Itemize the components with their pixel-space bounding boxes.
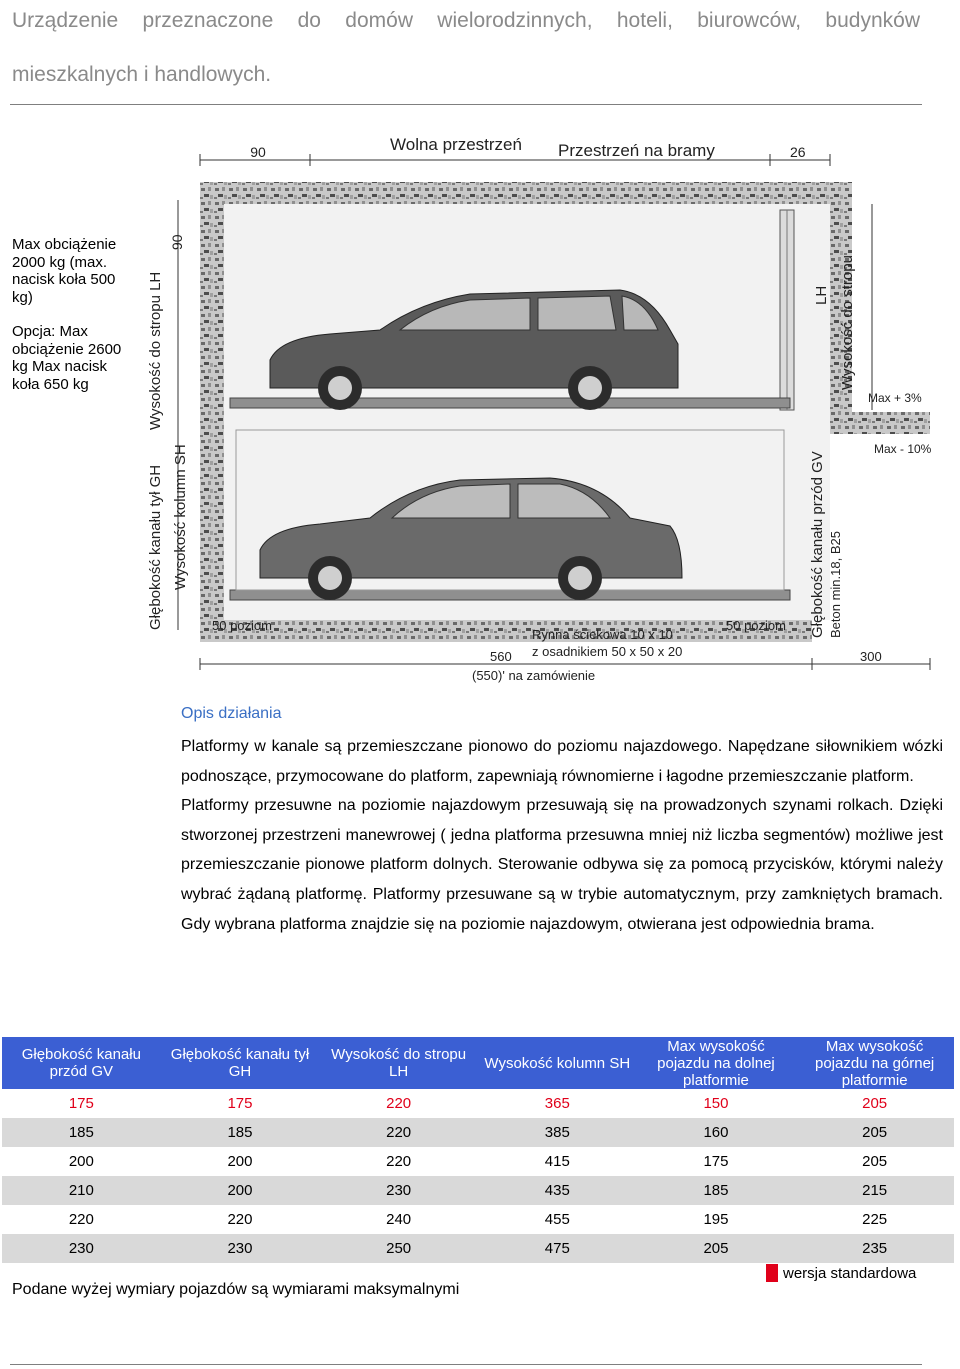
- paragraph: Platformy w kanale są przemieszczane pionowo do poziomu najazdowego. Napędzane siłownikiem wózki podnoszące, przymocowane do platform, zapewniają równomierne i łagodne przemieszczanie platform.: [181, 738, 943, 785]
- table-cell: 175: [68, 1095, 94, 1112]
- table-cell: 235: [795, 1234, 954, 1263]
- label-gutter-1: Rynna ściekowa 10 x 10: [532, 627, 673, 642]
- table-row: [2, 1118, 954, 1147]
- label-gate-space: Przestrzeń na bramy: [558, 141, 715, 160]
- table-cell: 175: [703, 1153, 729, 1170]
- dim-300: 300: [860, 649, 882, 664]
- table-cell: 220: [386, 1153, 412, 1170]
- pit-floor: [200, 620, 812, 642]
- dim-560: 560: [490, 649, 512, 664]
- table-cell: 365: [544, 1095, 570, 1112]
- table-cell: 175: [227, 1095, 253, 1112]
- page-headline: Urządzenie przeznaczone do domów wielorodzinnych, hoteli, biurowców, budynków mieszkalnych i handlowych.: [12, 9, 920, 86]
- dim-550: (550)' na zamówienie: [472, 668, 596, 683]
- legend-label: wersja standardowa: [783, 1264, 917, 1282]
- table-cell: 205: [637, 1234, 796, 1263]
- table-cell: 250: [319, 1234, 478, 1263]
- table-row: [2, 1176, 954, 1205]
- table-cell: 195: [703, 1211, 729, 1228]
- footnote: Podane wyżej wymiary pojazdów są wymiarami maksymalnymi: [12, 1281, 460, 1298]
- load-notes: [12, 236, 122, 410]
- label-gutter-2: z osadnikiem 50 x 50 x 20: [532, 644, 683, 659]
- column-header: Wysokość kolumn SH: [478, 1037, 637, 1089]
- table-cell: 220: [227, 1211, 253, 1228]
- max-load-note: Max obciążenie 2000 kg (max. nacisk koła 500 kg): [12, 236, 117, 306]
- table-row: [2, 1147, 954, 1176]
- dim-90-top: 90: [250, 144, 266, 160]
- garage-section-diagram: [130, 130, 960, 690]
- table-cell: 185: [637, 1176, 796, 1205]
- table-cell: 475: [478, 1234, 637, 1263]
- label-gv-right: Głębokość kanału przód GV: [809, 451, 826, 638]
- table-header-row: [2, 1037, 954, 1089]
- label-level-left: 50 poziom: [212, 618, 272, 633]
- dimensions-table: [2, 1037, 954, 1263]
- column-header: Max wysokość pojazdu na górnej platformie: [795, 1037, 954, 1089]
- upper-platform: [230, 398, 790, 408]
- label-max-plus: Max + 3%: [868, 391, 922, 405]
- table-cell: 230: [2, 1234, 161, 1263]
- table-cell: 385: [478, 1118, 637, 1147]
- table-cell: 240: [386, 1211, 412, 1228]
- standard-version-swatch: [766, 1264, 778, 1282]
- table-cell: 160: [637, 1118, 796, 1147]
- table-cell: 225: [862, 1211, 888, 1228]
- table-cell: 200: [227, 1153, 253, 1170]
- column-header: Głębokość kanału przód GV: [2, 1037, 161, 1089]
- label-lh-right-short: LH: [813, 285, 830, 305]
- table-cell: 455: [544, 1211, 570, 1228]
- label-gh-left: Głębokość kanału tył GH: [147, 464, 164, 630]
- column-header: Wysokość do stropu LH: [319, 1037, 478, 1089]
- dim-90-side: 90: [169, 234, 185, 250]
- label-lh-right: Wysokość do stropu: [839, 255, 856, 390]
- section-title: Opis działania: [181, 705, 282, 722]
- label-level-right: 50 poziom: [726, 618, 786, 633]
- table-cell: 220: [68, 1211, 94, 1228]
- dim-26: 26: [790, 144, 806, 160]
- table-cell: 200: [161, 1176, 320, 1205]
- table-cell: 185: [161, 1118, 320, 1147]
- ceiling-slab: [200, 182, 850, 204]
- label-max-minus: Max - 10%: [874, 442, 932, 456]
- table-cell: 220: [319, 1118, 478, 1147]
- table-cell: 205: [862, 1095, 888, 1112]
- table-cell: 205: [862, 1153, 888, 1170]
- table-cell: 205: [795, 1118, 954, 1147]
- table-row: [2, 1234, 954, 1263]
- column-header: Głębokość kanału tył GH: [161, 1037, 320, 1089]
- table-cell: 220: [386, 1095, 412, 1112]
- bottom-divider: [10, 1364, 922, 1365]
- column-header: Max wysokość pojazdu na dolnej platformie: [637, 1037, 796, 1089]
- left-wall: [200, 182, 224, 642]
- label-lh-left: Wysokość do stropu LH: [147, 271, 164, 430]
- table-cell: 185: [2, 1118, 161, 1147]
- top-divider: [10, 104, 922, 105]
- table-cell: 230: [161, 1234, 320, 1263]
- table-cell: 210: [2, 1176, 161, 1205]
- option-load-note: Opcja: Max obciążenie 2600 kg Max nacisk koła 650 kg: [12, 323, 122, 393]
- legend: [766, 1264, 916, 1282]
- table-cell: 415: [544, 1153, 570, 1170]
- description-body: [181, 732, 943, 939]
- label-free-space: Wolna przestrzeń: [390, 135, 522, 154]
- table-cell: 200: [68, 1153, 94, 1170]
- table-cell: 230: [319, 1176, 478, 1205]
- table-row-standard: [2, 1089, 954, 1118]
- paragraph: Platformy przesuwne na poziomie najazdowym przesuwają się na prowadzonych szynami rolkach. Dzięki stworzonej przestrzeni manewrowej ( jedna platforma przesuwna mniej niż liczba segmentów) możliwe jest przemieszczanie pionowe platform dolnych. Sterowanie odbywa się za pomocą przycisków, którymi należy wybrać żądaną platformę. Platformy przesuwane są w trybie automatycznym, przy zamkniętych bramach. Gdy wybrana platforma znajdzie się na poziomie najazdowym, otwierana jest odpowiednia brama.: [181, 797, 943, 933]
- table-row: [2, 1205, 954, 1234]
- label-concrete: Beton min.18, B25: [828, 531, 843, 638]
- label-sh-left: Wysokość kolumn SH: [172, 444, 189, 590]
- table-cell: 215: [795, 1176, 954, 1205]
- table-cell: 435: [478, 1176, 637, 1205]
- table-cell: 150: [703, 1095, 729, 1112]
